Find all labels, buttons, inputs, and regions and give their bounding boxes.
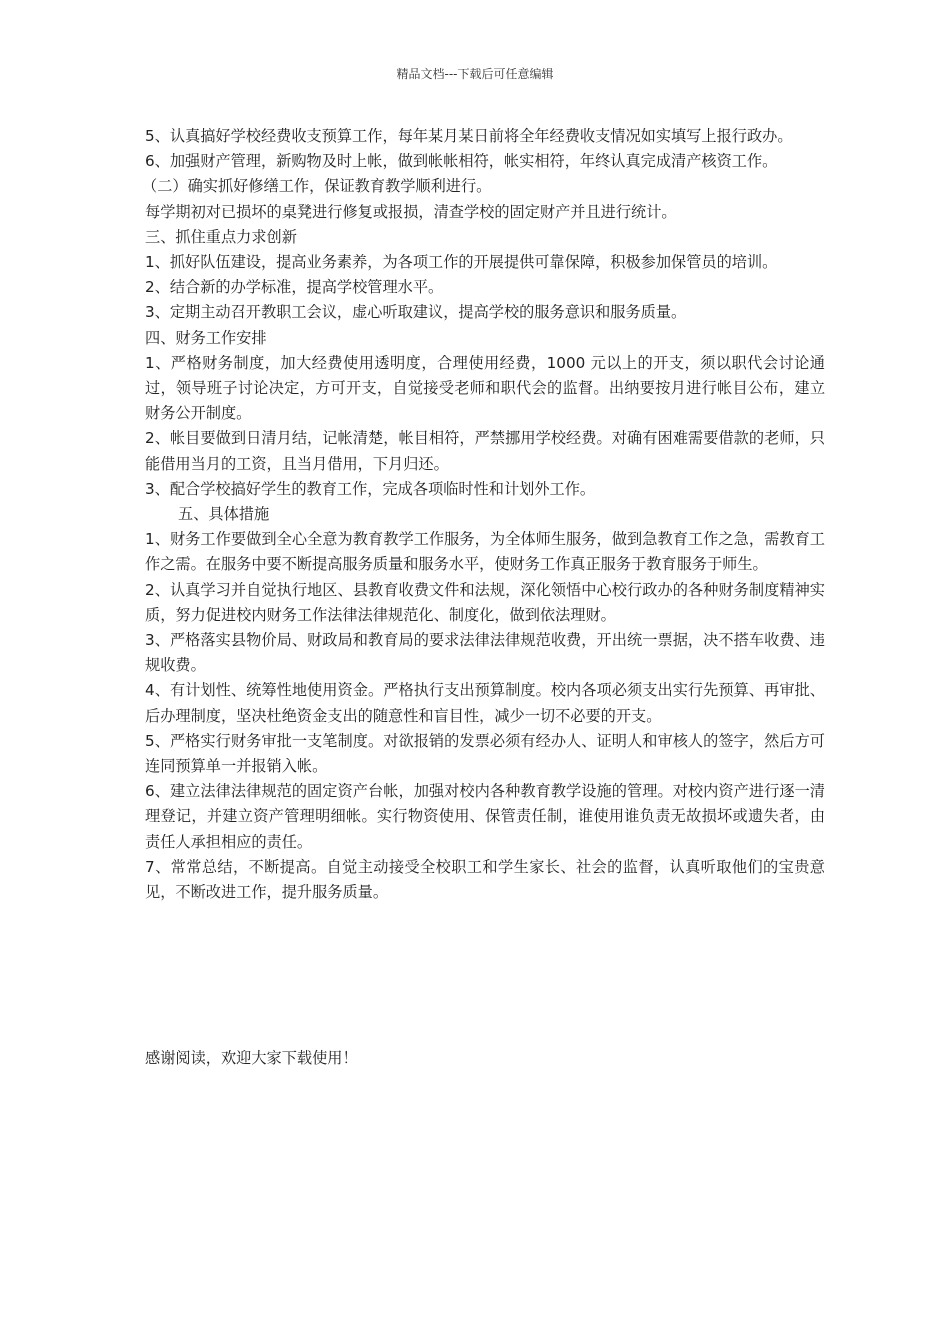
paragraph-staff-meeting: 3、定期主动召开教职工会议，虚心听取建议，提高学校的服务意识和服务质量。 — [145, 303, 687, 322]
section-heading-innovation: 三、抓住重点力求创新 — [145, 227, 297, 246]
paragraph-budget: 5、认真搞好学校经费收支预算工作，每年某月某日前将全年经费收支情况如实填写上报行政办。 — [145, 127, 793, 145]
paragraph-finance-system: 1、严格财务制度，加大经费使用透明度，合理使用经费，1000 元以上的开支，须以职代会讨论通过，领导班子讨论决定，方可开支，自觉接受老师和职代会的监督。出纳要按月进行帐目公布，建立财务公开制度。 — [145, 353, 825, 423]
paragraph-measure-3: 3、严格落实县物价局、财政局和教育局的要求法律法律规范收费，开出统一票据，决不搭车收费、违规收费。 — [145, 631, 825, 675]
section-heading-repair: （二）确实抓好修缮工作，保证教育教学顺利进行。 — [142, 177, 492, 196]
paragraph-cooperation: 3、配合学校搞好学生的教育工作，完成各项临时性和计划外工作。 — [145, 479, 596, 498]
paragraph-measure-5: 5、严格实行财务审批一支笔制度。对欲报销的发票必须有经办人、证明人和审核人的签字，然后方可连同预算单一并报销入帐。 — [145, 731, 825, 776]
paragraph-measure-2: 2、认真学习并自觉执行地区、县教育收费文件和法规，深化领悟中心校行政办的各种财务制度精神实质，努力促进校内财务工作法律法律规范化、制度化，做到依法理财。 — [145, 580, 825, 624]
paragraph-measure-4: 4、有计划性、统筹性地使用资金。严格执行支出预算制度。校内各项必须支出实行先预算、再审批、后办理制度，坚决杜绝资金支出的随意性和盲目性，减少一切不必要的开支。 — [145, 681, 825, 725]
paragraph-measure-7: 7、常常总结，不断提高。自觉主动接受全校职工和学生家长、社会的监督，认真听取他们的宝贵意见，不断改进工作，提升服务质量。 — [145, 857, 825, 902]
document-body — [142, 124, 825, 905]
paragraph-repair: 每学期初对已损坏的桌凳进行修复或报损，清查学校的固定财产并且进行统计。 — [145, 202, 677, 221]
paragraph-team-building: 1、抓好队伍建设，提高业务素养，为各项工作的开展提供可靠保障，积极参加保管员的培训。 — [145, 253, 778, 272]
paragraph-measure-6: 6、建立法律法律规范的固定资产台帐，加强对校内各种教育教学设施的管理。对校内资产进行逐一清理登记，并建立资产管理明细帐。实行物资使用、保管责任制，谁使用谁负责无故损坏或遗失者，由责任人承担相应的责任。 — [145, 782, 825, 851]
paragraph-accounts: 2、帐目要做到日清月结，记帐清楚，帐目相符，严禁挪用学校经费。对确有困难需要借款的老师，只能借用当月的工资，且当月借用，下月归还。 — [145, 429, 825, 473]
section-heading-finance: 四、财务工作安排 — [145, 328, 267, 347]
paragraph-standards: 2、结合新的办学标准，提高学校管理水平。 — [145, 278, 444, 297]
page-header: 精品文档---下载后可任意编辑 — [396, 67, 554, 81]
closing-note: 感谢阅读，欢迎大家下载使用！ — [145, 1049, 358, 1067]
section-heading-measures: 五、具体措施 — [178, 505, 270, 524]
paragraph-property-management: 6、加强财产管理，新购物及时上帐，做到帐帐相符，帐实相符，年终认真完成清产核资工作。 — [145, 152, 778, 171]
paragraph-measure-1: 1、财务工作要做到全心全意为教育教学工作服务，为全体师生服务，做到急教育工作之急，需教育工作之需。在服务中要不断提高服务质量和服务水平，使财务工作真正服务于教育服务于师生。 — [145, 530, 825, 574]
